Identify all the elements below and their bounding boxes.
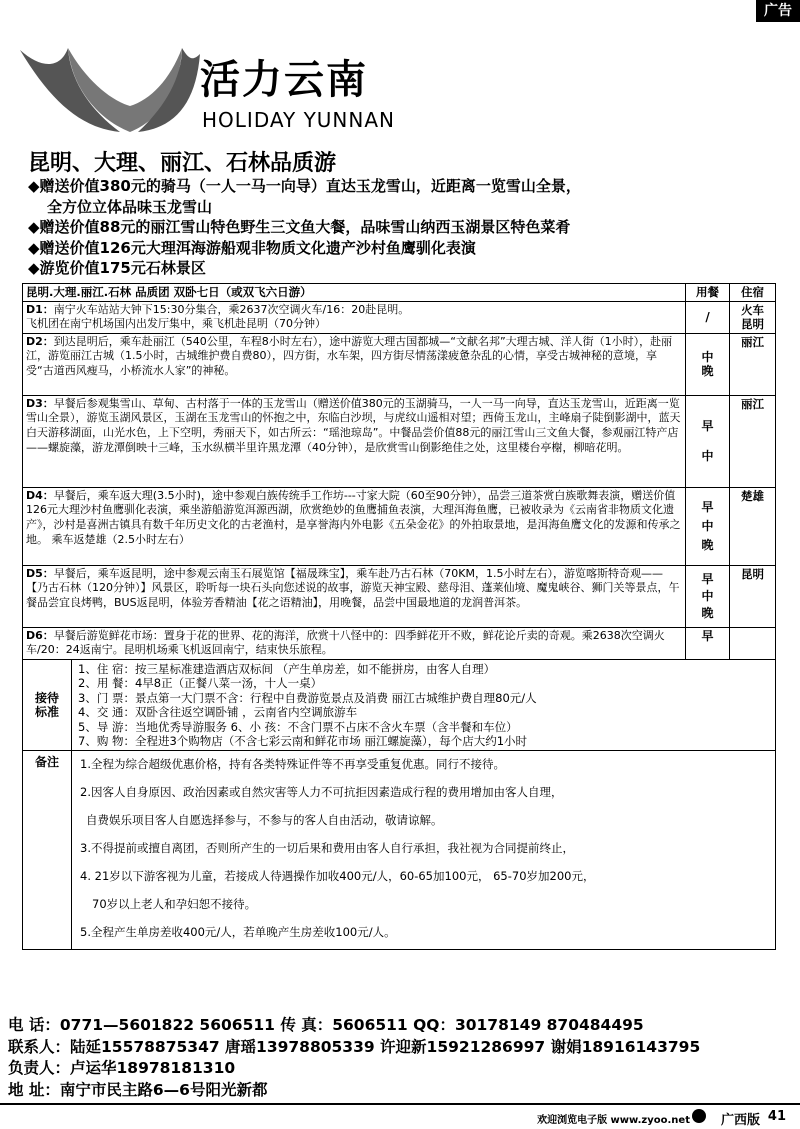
- note-item: 2.因客人自身原因、政治因素或自然灾害等人力不可抗拒因素造成行程的费用增加由客人自理，: [80, 785, 563, 800]
- day-text: 到达昆明后，乘车赴丽江（540公里，车程8小时左右），途中游览大理古国都城—“文献名邦”大理古城、洋人街（1小时），赴丽江，游览丽江古城（1.5小时，古城维护费自费80），四方街，水车架，四方街尽情荡漾疲惫杂乱的心情，享受古城神秘的意境，享受“古道西风瘦马，小桥流水人家”的神秘。: [26, 334, 673, 377]
- meal-header: 用餐: [686, 284, 730, 302]
- note-item: 自费娱乐项目客人自愿选择参与，不参与的客人自由活动，敬请谅解。: [86, 813, 443, 828]
- table-header: [23, 284, 776, 302]
- day-stay: 昆明: [730, 565, 776, 627]
- contact-phone: 电 话：0771—5601822 5606511 传 真：5606511 QQ：30178149 870484495: [8, 1016, 644, 1034]
- day-label: D1：: [26, 302, 54, 316]
- day-label: D5：: [26, 566, 54, 580]
- footer-edition: 广西版: [720, 1113, 760, 1128]
- day-stay: 楚雄: [730, 487, 776, 565]
- standard-item: 5、导 游：当地优秀导游服务 6、小 孩：不含门票不占床不含火车票（含半餐和车位）: [78, 719, 518, 734]
- table-row: [23, 333, 776, 395]
- contact-info: [8, 1015, 798, 1101]
- promo-bullets: [28, 176, 788, 279]
- day-meal: 早: [686, 627, 730, 659]
- contact-people: 联系人：陆延15578875347 唐瑶13978805339 许迎新15921286997 谢娟18916143795: [8, 1037, 701, 1056]
- standard-item: 1、住 宿：按三星标准建造酒店双标间 （产生单房差，如不能拼房，由客人自理）: [78, 661, 496, 676]
- stay-header: 住宿: [730, 284, 776, 302]
- standard-item: 2、用 餐：4早8正（正餐八菜一汤，十人一桌）: [78, 676, 323, 691]
- table-row: [23, 565, 776, 627]
- table-row: [23, 487, 776, 565]
- logo-text-cn: 活力云南: [200, 57, 368, 103]
- day-meal: 早 中 晚: [686, 565, 730, 627]
- day-text: 早餐后游览鲜花市场：置身于花的世界、花的海洋，欣赏十八怪中的：四季鲜花开不败，鲜花论斤卖的奇观。乘2638次空调火车/20：24返南宁。昆明机场乘飞机返回南宁，结束快乐旅程。: [26, 628, 665, 657]
- note-item: 5.全程产生单房差收400元/人，若单晚产生房差收100元/人。: [80, 925, 396, 940]
- promo-bullet: ◆赠送价值126元大理洱海游船观非物质文化遗产沙村鱼鹰驯化表演: [28, 238, 476, 257]
- note-item: 4. 21岁以下游客视为儿童，若接成人待遇操作加收400元/人，60-65加100元， 65-70岁加200元，: [80, 869, 595, 884]
- table-row: [23, 301, 776, 333]
- day-text: 南宁火车站站大钟下15:30分集合，乘2637次空调火车/16：20赴昆明。 飞机团在南宁机场国内出发厅集中，乘飞机赴昆明（70分钟）: [26, 302, 410, 331]
- standards-label: 接待 标准: [23, 660, 72, 750]
- page-footer: [0, 1103, 800, 1129]
- promo-bullet: ◆赠送价值380元的骑马（一人一马一向导）直达玉龙雪山，近距离一览雪山全景，: [28, 177, 581, 195]
- footer-site: 欢迎浏览电子版 www.zyoo.net: [537, 1115, 690, 1126]
- itinerary-table: [22, 283, 776, 950]
- promo-bullet: 全方位立体品味玉龙雪山: [47, 197, 213, 216]
- day-text: 早餐后参观集雪山、草甸、古村落于一体的玉龙雪山（赠送价值380元的玉湖骑马，一人一马一向导，直达玉龙雪山，近距离一览雪山全景），游览玉湖风景区，玉湖在玉龙雪山的怀抱之中，东临白沙坝，与虎纹山遥相对望；西倚玉龙山，主峰扇子陡倒影湖中，蓝天白天游移湖面，山光水色，上下空明，秀丽天下，如古所云：“瑶池琼岛”。中餐品尝价值88元的丽江雪山三文鱼大餐，参观丽江特产店——螺旋藻，游龙潭倒映十三峰，玉水纵横半里许黑龙潭（40分钟），是欣赏雪山倒影绝佳之处，这里楼台亭榭，柳暗花明。: [26, 396, 681, 454]
- standards-list: [72, 660, 776, 750]
- table-row: [23, 395, 776, 487]
- standards-row: [23, 659, 776, 750]
- day-stay: 火车 昆明: [730, 301, 776, 333]
- note-item: 1.全程为综合超级优惠价格，持有各类特殊证件等不再享受重复优惠。同行不接待。: [80, 757, 505, 772]
- day-text: 早餐后，乘车返大理(3.5小时)，途中参观白族传统手工作坊---寸家大院（60至90分钟），品尝三道茶赏白族歌舞表演，赠送价值126元大理沙村鱼鹰驯化表演，乘坐游船游览洱源西湖，欣赏绝妙的鱼鹰捕鱼表演，大理洱海鱼鹰，已被收录为《云南省非物质文化遗产》，沙村是喜洲古镇具有数千年历史文化的古老渔村，是享誉海内外电影《五朵金花》的外拍取景地，是洱海鱼鹰文化的发源和传承之地。 乘车返楚雄（2.5小时左右）: [26, 488, 681, 546]
- day-label: D6：: [26, 628, 54, 642]
- contact-manager: 负责人：卢运华18978181310: [8, 1059, 236, 1077]
- standard-item: 4、交 通：双卧含往返空调卧铺 ，云南省内空调旅游车: [78, 705, 358, 720]
- promo-bullet: ◆游览价值175元石林景区: [28, 259, 206, 277]
- table-row: [23, 627, 776, 659]
- note-item: 3.不得提前或擅自离团，否则所产生的一切后果和费用由客人自行承担，我社视为合同提前终止，: [80, 841, 574, 856]
- day-stay: 丽江: [730, 333, 776, 395]
- note-item: 70岁以上老人和孕妇恕不接待。: [92, 897, 257, 912]
- route-title: 昆明.大理.丽江.石林 品质团 双卧七日（或双飞六日游）: [23, 284, 686, 302]
- ad-tag: 广告: [756, 0, 800, 22]
- standard-item: 3、门 票：景点第一大门票不含：行程中自费游览景点及消费 丽江古城维护费自理80元/人: [78, 690, 537, 705]
- day-meal: /: [686, 301, 730, 333]
- contact-address: 地 址：南宁市民主路6—6号阳光新都: [8, 1080, 268, 1099]
- day-stay: 丽江: [730, 395, 776, 487]
- notes-label: 备注: [23, 751, 72, 949]
- day-stay: [730, 627, 776, 659]
- day-meal: 早 中 晚: [686, 487, 730, 565]
- day-meal: 中 晚: [686, 333, 730, 395]
- globe-icon: [692, 1109, 706, 1123]
- page-title: 昆明、大理、丽江、石林品质游: [28, 151, 337, 176]
- notes-row: [23, 751, 776, 950]
- standard-item: 7、购 物：全程进3个购物店（不含七彩云南和鲜花市场 丽江螺旋藻），每个店大约1小时: [78, 734, 528, 748]
- day-label: D2：: [26, 334, 54, 348]
- logo-text-en: HOLIDAY YUNNAN: [202, 108, 395, 132]
- day-text: 早餐后，乘车返昆明，途中参观云南玉石展览馆【福晟珠宝】，乘车赴乃古石林（70KM，1.5小时左右），游览喀斯特奇观——【乃古石林（120分钟）】风景区，聆听每一块石头向您述说的故事，游览天神宝殿、慈母泪、蓬莱仙境、魔鬼峡谷、狮门关等景点，午餐品尝宜良烤鸭，BUS返昆明，体验芳香精油【花之语精油】，用晚餐，品尝中国最地道的龙润普洱茶。: [26, 566, 680, 609]
- day-label: D4：: [26, 488, 54, 502]
- page-number: 41: [767, 1109, 786, 1124]
- notes-list: [72, 751, 776, 949]
- promo-bullet: ◆赠送价值88元的丽江雪山特色野生三文鱼大餐，品味雪山纳西玉湖景区特色菜肴: [28, 218, 571, 236]
- day-meal: 早 中: [686, 395, 730, 487]
- day-label: D3：: [26, 396, 54, 410]
